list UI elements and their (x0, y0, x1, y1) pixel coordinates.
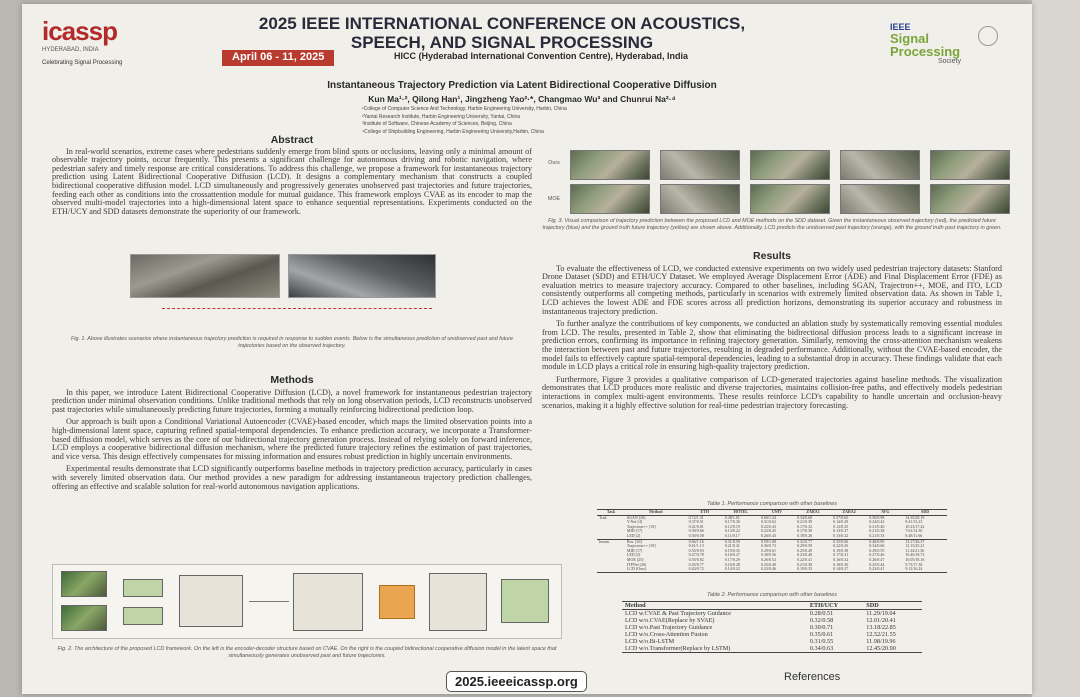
fig2-cross-attention-block (429, 573, 487, 631)
table2-cell: LCD w/o.Transformer(Replace by LSTM) (625, 645, 731, 652)
table1-cell: 0.41/0.77 (796, 538, 813, 544)
fig3-image-grid (542, 150, 1002, 220)
table1-column-header: Task (606, 509, 615, 514)
paper-affiliations (362, 106, 742, 136)
table1-cell: 0.34/0.66 (869, 543, 885, 549)
table1-cell: 0.26/0.47 (869, 556, 885, 562)
fig3-sample-2-ours (660, 150, 740, 180)
table1-column-header: HOTEL (733, 509, 748, 514)
table2-row (622, 624, 922, 631)
table2-cell: 11.98/19.96 (866, 638, 896, 645)
sps-logo-line4: Society (938, 58, 961, 65)
table1-cell: 9.12/16.24 (905, 566, 923, 572)
table1-cell: 0.41/0.81 (688, 523, 704, 529)
table1-cell: 10.05/18.16 (905, 556, 925, 562)
table1-cell: 0.66/1.16 (688, 538, 704, 544)
table1-cell: 0.17/0.29 (724, 556, 740, 562)
fig3-sample-1-moe (570, 184, 650, 214)
fig3-sample-3-ours (750, 150, 830, 180)
abstract-section (52, 136, 532, 220)
table1-cell: 0.43/0.72 (688, 566, 704, 572)
table1-cell: 0.48/1.01 (724, 514, 740, 520)
table1-cell: 0.30/0.56 (760, 552, 776, 558)
table1-cell: 0.17/0.31 (833, 552, 849, 558)
sps-logo-line1: IEEE (890, 22, 911, 32)
table1-cell: 11.24/21.36 (905, 547, 925, 553)
table1-cell: 0.22/0.41 (796, 556, 813, 562)
fig2-cvae-block (179, 575, 243, 627)
table1-task-cell: Trad. (599, 514, 608, 520)
icassp-logo-text: icassp (42, 16, 117, 46)
icassp-tagline: Celebrating Signal Processing (42, 60, 123, 66)
table1-cell: 0.29/0.61 (760, 547, 776, 553)
fig3-sample-4-ours (840, 150, 920, 180)
table2-cell: 11.29/19.04 (866, 610, 896, 617)
table1-cell: 0.45/0.77 (688, 561, 704, 567)
table1-cell: 0.21/0.41 (724, 543, 740, 549)
sps-logo-emblem-icon (978, 26, 998, 46)
table1-cell: 0.47/0.78 (688, 552, 704, 558)
table1-cell: 0.23/0.41 (869, 566, 885, 572)
table1-cell: Y-Net [4] (626, 519, 643, 525)
affiliation-1: ¹College of Computer Science And Technology, Harbin Engineering University, Harbin, China (362, 106, 567, 112)
fig1-crossing-photo (288, 254, 436, 298)
table1-cell: 0.31/0.62 (760, 519, 776, 525)
table1-column-header: ZARA2 (842, 509, 856, 514)
table1-cell: 0.37/0.65 (833, 514, 849, 520)
results-heading: Results (753, 250, 791, 262)
table1-column-header: ZARA1 (806, 509, 820, 514)
table1-cell: 10.23/17.42 (905, 523, 925, 529)
table2-column-header: Method (625, 602, 646, 609)
abstract-text: In real-world scenarios, extreme cases where pedestrians suddenly emerge from blind spots or occlusions, leaving only a minimal amount of observable trajectory points, occur frequently. This presents a significant challenge for autonomous driving and robotic navigation, where pedestrian safety and timely response are critical considerations. To address this challenge, we propose a framework for instantaneous trajectory prediction using Latent Bidirectional Cooperative Diffusion (LCD). It designs a complementary mechanism that constructs a coupled bidirectional cooperative diffusion model. LCD simultaneously and progressively generates unobserved past trajectories and future trajectories, feeding each other as conditions into the crossattention module for mutual guidance. This framework employs CVAE as its encoder to map the observed multi-model trajectories into a high-dimensional latent space to enhance sequential representations. Experiments conducted on the ETH/UCY and SDD datasets demonstrate the superiority of our framework. (52, 146, 532, 216)
table1-column-header: Method (649, 509, 663, 514)
table1-cell: 0.27/0.46 (869, 552, 885, 558)
table1-cell: 0.25/0.49 (760, 561, 776, 567)
table1-cell: 0.55/0.93 (688, 547, 704, 553)
table1-row (597, 567, 947, 572)
table1-cell: 9.73/17.36 (905, 561, 923, 567)
table1-cell: 0.21/0.38 (796, 561, 813, 567)
table1-cell: 0.17/0.30 (796, 528, 813, 534)
table1-cell: 0.31/0.59 (724, 538, 740, 544)
table2-cell: 13.18/22.85 (866, 624, 896, 631)
table1-cell: 0.14/0.27 (833, 566, 849, 572)
table1-cell: 8.41/13.23 (905, 519, 923, 525)
table1-cell: 0.26/0.52 (760, 556, 776, 562)
table1-cell: 0.25/0.44 (869, 561, 885, 567)
table1-cell: 0.12/0.25 (833, 523, 849, 529)
table2-cell: LCD w/o.Past Trajectory Guidance (625, 624, 713, 631)
references-heading: References (784, 671, 841, 683)
table2-row (622, 610, 922, 618)
table1-cell: MOE [25] (626, 556, 644, 562)
results-paragraph-2: To further analyze the contributions of key components, we conducted an ablation study by systematically removing essential modules from LCD. The results, presented in Table 2, show that eliminating the bidirectional diffusion process leads to a significant increase in prediction errors, confirming its importance in refining trajectory generation. Similarly, removing the cross-attention mechanism weakens the interaction between past and future trajectories, resulting in degraded performance. Additionally, without the CVAE-based encoder, the model fails to effectively capture spatial-temporal dependencies, leading to a substantial drop in accuracy. These findings validate that each module in LCD plays a critical role in ensuring high-quality trajectory prediction. (542, 319, 1002, 372)
table1-cell: 0.21/0.38 (869, 528, 885, 534)
table1-cell: 10.46/18.73 (905, 552, 925, 558)
table1-cell: Bos. [26] (626, 538, 642, 544)
fig2-caption: Fig. 2. The architecture of the proposed LCD framework. On the left is the encoder-decoder structure based on CVAE. On the right is the coupled bidirectional cooperative diffusion model in the latent space that simultaneously generates unobserved past and future trajectories. (57, 646, 557, 659)
table1-cell: 0.72/1.31 (688, 514, 704, 520)
table1-cell: 0.16/0.28 (724, 561, 740, 567)
fig2-input-image-bottom (61, 605, 107, 631)
table1-cell: 0.23/0.40 (796, 552, 813, 558)
table2-cell: LCD w/o.Bi-LSTM (625, 638, 675, 645)
results-section (542, 252, 1002, 414)
table1-cell: LED [2] (626, 552, 641, 558)
fig1-caption: Fig. 1. Above illustrates scenarios where instantaneous trajectory prediction is required in response to sudden events. Below is the simultaneous prediction of unobserved past and future trajectories based on the observed trajectory. (70, 336, 514, 349)
fig2-input-image-top (61, 571, 107, 597)
conference-venue: HICC (Hyderabad International Convention Centre), Hyderabad, India (394, 51, 689, 61)
affiliation-3: ³Institute of Software, Chinese Academy of Sciences, Beijing, China (362, 121, 512, 127)
table2-cell: 0.34/0.63 (809, 645, 834, 652)
table1-cell: 0.39/0.58 (688, 532, 704, 538)
table2 (622, 601, 922, 653)
table1-cell: 0.26/0.43 (760, 532, 776, 538)
fig3-sample-1-ours (570, 150, 650, 180)
table1-cell: MID [17] (626, 547, 643, 553)
table1-cell: Trajectron++ [19] (626, 543, 656, 549)
abstract-heading: Abstract (270, 134, 314, 146)
fig2-encoder-block (123, 579, 163, 597)
methods-heading: Methods (270, 374, 314, 386)
methods-section (52, 376, 532, 495)
table1-cell: 0.13/0.22 (724, 528, 740, 534)
paper-title: Instantaneous Trajectory Prediction via Latent Bidirectional Cooperative Diffusion (327, 80, 717, 91)
fig3-row-label-moe: MOE (547, 196, 561, 202)
table1-column-header: ETH (700, 509, 709, 514)
poster-header (22, 4, 1032, 70)
background-wall (1032, 0, 1080, 697)
table1-cell: 0.61/1.13 (688, 543, 704, 549)
table1-cell: 0.13/0.27 (833, 528, 849, 534)
table1-wrapper (597, 509, 947, 573)
table1-cell: 0.16/0.30 (833, 561, 849, 567)
table2-cell: LCD w/o.CVAE(Replace by SVAE) (625, 617, 715, 624)
methods-paragraph-2: Our approach is built upon a Conditional Variational Autoencoder (CVAE)-based encoder, which maps the limited observation points into a high-dimensional latent space, capturing refined spatial-temporal dependencies. To enhance prediction accuracy, we incorporate a Transformer-based diffusion model, which serves as the core of our bidirectional trajectory generation process. Instead of relying solely on forward inference, LCD employs a cooperative bidirectional diffusion mechanism, where the predicted future trajectory refines the estimation of past trajectories, and vice versa. This design effectively compensates for missing information and ensures robust prediction in highly uncertain environments. (52, 417, 532, 461)
table1-cell: 0.29/0.59 (796, 543, 813, 549)
fig1-street-photo (130, 254, 280, 298)
table1-cell: 0.12/0.19 (724, 523, 740, 529)
table1-cell: 0.22/0.45 (760, 528, 776, 534)
table1-cell: 0.19/0.35 (724, 547, 740, 553)
table1-task-cell: Instan. (599, 538, 610, 544)
table1-cell: SGAN [20] (626, 514, 646, 520)
paper-authors: Kun Ma¹·², Qilong Han¹, Jingzheng Yao²·*, Changmao Wu³ and Chunrui Na²·⁴ (368, 94, 676, 104)
results-paragraph-3: Furthermore, Figure 3 provides a qualitative comparison of LCD-generated trajectories against baseline methods. The visualization demonstrates that LCD produces more realistic and diverse trajectories, maintains collision-free paths, and effectively models pedestrian interactions in complex multi-agent environments. These results reinforce LCD's capability to handle uncertain and occlusion-heavy scenarios, making it a highly effective solution for real-time pedestrian trajectory forecasting. (542, 374, 1002, 410)
affiliation-2: ²Yantai Research Institute, Harbin Engineering University, Yantai, China (362, 113, 521, 120)
table1-cell: 0.16/0.27 (724, 552, 740, 558)
fig3-sample-5-moe (930, 184, 1010, 214)
table1-cell: ITPNet [26] (626, 561, 647, 567)
fig3-sample-5-ours (930, 150, 1010, 180)
table1-cell: 0.21/0.40 (869, 523, 885, 529)
table1-cell: 13.17/26.37 (905, 538, 925, 544)
table2-caption: Table 2. Performance comparison with other baselines (707, 592, 837, 598)
table1-caption: Table 1. Performance comparison with other baselines (707, 501, 837, 507)
table1-cell: 0.50/0.98 (869, 514, 885, 520)
table1-cell: 14.35/28.19 (905, 514, 925, 520)
poster (22, 4, 1032, 694)
table2-row (622, 645, 922, 653)
table1-cell: 0.14/0.29 (833, 519, 849, 525)
sps-logo-line2: Signal (890, 31, 930, 46)
table2-cell: 12.52/21.55 (866, 631, 896, 638)
table1-cell: 0.22/0.43 (760, 523, 776, 529)
table1-cell: 0.36/0.72 (760, 543, 776, 549)
table2-row (622, 631, 922, 638)
methods-paragraph-3: Experimental results demonstrate that LCD significantly outperforms baseline methods in trajectory prediction accuracy, particularly in cases with severely limited observation data. Our method provides a new paradigm for addressing instantaneous trajectory prediction challenges, offering an effective and scalable solution for real-world autonomous navigation applications. (52, 464, 532, 491)
fig3-caption: Fig. 3. Visual comparison of trajectory prediction between the proposed LCD and MOE methods on the SDD dataset. Given the instantaneous observed trajectory (red), the predicted future trajectory (blue) and the ground truth future trajectory (yellow) are shown above. Additionally, LCD predicts the unobserved past trajectory (orange), with the ground truth past trajectory in green. (542, 218, 1002, 231)
fig2-output-block (501, 579, 549, 623)
table1-cell: 0.59/1.08 (760, 538, 776, 544)
table1-cell: 0.16/0.32 (833, 556, 849, 562)
table2-cell: 0.35/0.61 (809, 631, 834, 638)
table1-cell: MID [17] (626, 528, 643, 534)
table1-cell: 0.50/0.82 (688, 556, 704, 562)
table1-cell: 0.17/0.30 (724, 519, 740, 525)
table2-cell: LCD w.CVAE & Past Trajectory Guidance (625, 610, 732, 617)
fig3-sample-3-moe (750, 184, 830, 214)
table1-cell: 7.61/14.30 (905, 528, 923, 534)
table1-cell: 0.17/0.32 (796, 523, 813, 529)
table2-cell: 0.30/0.71 (809, 624, 834, 631)
table1 (597, 509, 947, 573)
table1-cell: 8.48/11.66 (905, 532, 923, 538)
table1-cell: 0.34/0.68 (796, 514, 813, 520)
results-paragraph-1: To evaluate the effectiveness of LCD, we conducted extensive experiments on two widely used pedestrian trajectory datasets: Stanford Drone Dataset (SDD) and ETH/UCY Dataset. We employed Average Displacement Error (ADE) and Final Displacement Error (FDE) as evaluation metrics to measure trajectory accuracy. Compared to other baselines, including SGAN, Trajectron++, MOE, and ITO, LCD consistently outperforms all competing methods, particularly in scenarios with extremely limited observation data. As shown in Table 1, LCD achieves the lowest ADE and FDE scores across all prediction horizons, demonstrating its superior accuracy and robustness in instantaneous trajectory prediction. (542, 263, 1002, 316)
table1-column-header: AVG (881, 509, 890, 514)
table1-column-header: SDD (921, 509, 930, 514)
table2-cell: 12.01/20.41 (866, 617, 896, 624)
table2-cell: 0.28/0.51 (809, 610, 834, 617)
table1-cell: 0.22/0.45 (833, 543, 849, 549)
table1-cell: 0.24/0.42 (869, 519, 885, 525)
table1-cell: 0.46/0.85 (869, 538, 885, 544)
table1-task-cell (597, 567, 625, 572)
table2-row (622, 617, 922, 624)
table1-cell: 0.11/0.17 (724, 532, 740, 538)
fig2-architecture-diagram (52, 564, 562, 639)
table2-cell: 0.31/0.55 (809, 638, 834, 645)
fig3-sample-2-moe (660, 184, 740, 214)
table1-cell: Trajectron++ [19] (626, 523, 656, 529)
methods-paragraph-1: In this paper, we introduce Latent Bidirectional Cooperative Diffusion (LCD), a novel framework for instantaneous pedestrian trajectory prediction under minimal observation conditions. Unlike traditional methods that rely on long observation periods, LCD reconstructs unobserved past trajectories while simultaneously predicting future trajectories, forming a mutually reinforcing bidirectional prediction loop. (52, 387, 532, 414)
conference-url[interactable]: 2025.ieeeicassp.org (446, 671, 587, 692)
table1-cell: 0.25/0.49 (796, 547, 813, 553)
affiliation-4: ⁴College of Shipbuilding Engineering, Harbin Engineering University,Harbin, China (362, 128, 544, 135)
table1-cell: 0.39/0.66 (688, 528, 704, 534)
table1-cell: 12.15/25.21 (905, 543, 925, 549)
table1-cell: 0.60/1.24 (760, 514, 776, 520)
table1-cell: 0.18/0.26 (796, 532, 813, 538)
table2-column-header: ETH/UCY (809, 602, 839, 609)
table1-cell: 0.23/0.46 (760, 566, 776, 572)
fig3-row-label-ours: Ours (548, 160, 560, 166)
icassp-logo-sub: HYDERABAD, INDIA (42, 47, 99, 53)
table1-cell: 0.21/0.33 (869, 532, 885, 538)
table2-cell: 0.32/0.58 (809, 617, 834, 624)
table1-cell: LED [2] (626, 532, 641, 538)
table1-cell: 0.37/0.51 (688, 519, 704, 525)
sps-logo (890, 22, 1010, 66)
table2-wrapper (622, 601, 922, 653)
sps-logo-line3: Processing (890, 44, 961, 59)
table1-cell: 0.19/0.38 (833, 547, 849, 553)
table2-row (622, 638, 922, 645)
table1-cell: 0.13/0.22 (833, 532, 849, 538)
icassp-logo (42, 16, 192, 66)
table2-header-row (622, 602, 922, 610)
fig2-arrow (249, 601, 289, 602)
table1-column-header: UNIV (771, 509, 783, 514)
table2-column-header: SDD (866, 602, 879, 609)
fig3-sample-4-moe (840, 184, 920, 214)
table1-cell: 0.21/0.39 (796, 519, 813, 525)
fig2-decoder-block (123, 607, 163, 625)
table1-cell: 0.19/0.35 (796, 566, 813, 572)
table2-cell: 12.45/20.90 (866, 645, 896, 652)
fig2-diffusion-block (379, 585, 415, 619)
conference-dates: April 06 - 11, 2025 (222, 50, 334, 66)
table1-cell: 0.14/0.23 (724, 566, 740, 572)
table2-cell: LCD w/o.Cross-Attention Fusion (625, 631, 708, 638)
table1-cell: 0.29/0.55 (869, 547, 885, 553)
conference-title: 2025 IEEE INTERNATIONAL CONFERENCE ON ACOUSTICS, SPEECH, AND SIGNAL PROCESSING (258, 14, 746, 52)
table1-cell: LCD (Ours) (626, 566, 647, 572)
table1-cell: 0.35/0.66 (833, 538, 849, 544)
fig1-trajectory-strip (162, 308, 432, 316)
fig2-latent-block (293, 573, 363, 631)
